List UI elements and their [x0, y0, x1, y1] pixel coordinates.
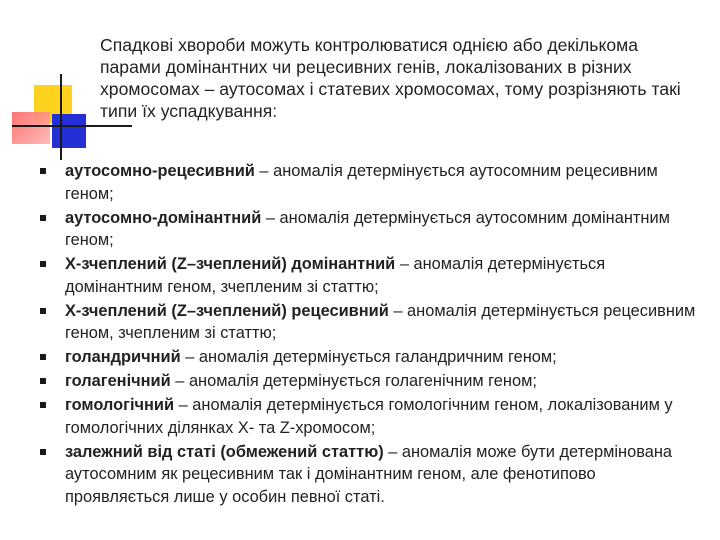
- bullet-icon: [40, 402, 46, 408]
- decorative-logo: [0, 0, 90, 165]
- item-term: аутосомно-домінантний: [65, 208, 262, 227]
- item-term: гомологічний: [65, 396, 175, 414]
- list-item: [0, 441, 700, 509]
- bullet-icon: [40, 168, 46, 174]
- item-term: аутосомно-рецесивний: [65, 162, 255, 180]
- item-term: залежний від статі (обмежений статтю): [65, 442, 384, 461]
- bullet-icon: [40, 354, 46, 360]
- item-term: голагенічний: [65, 372, 171, 390]
- intro-paragraph: Спадкові хвороби можуть контролюватися однією або декількома парами домінантних чи рецесивних генів, локалізованих в різних хромосомах – аутосомах і статевих хромосомах, тому розрізняють такі типи їх успадкування:: [100, 35, 681, 121]
- item-description: – аномалія детермінується аутосомним рецесивним геном;: [65, 162, 658, 203]
- list-item: [0, 394, 700, 439]
- item-description: – аномалія детермінується галандричним геном;: [180, 348, 557, 366]
- bullet-icon: [40, 308, 46, 314]
- item-description: – аномалія детермінується рецесивним геном, зчепленим зі статтю;: [65, 301, 696, 342]
- bullet-icon: [40, 261, 46, 267]
- bullet-icon: [40, 215, 46, 221]
- logo-horizontal-line: [12, 125, 132, 127]
- bullet-icon: [40, 449, 46, 455]
- item-description: – аномалія може бути детермінована аутосомним як рецесивним так і домінантним геном, але фенотипово проявляється лише у особин певної статі.: [65, 442, 673, 506]
- list-item: [0, 370, 700, 393]
- inheritance-types-list: [0, 160, 700, 510]
- logo-blue-square: [52, 114, 86, 148]
- list-item: [0, 207, 700, 252]
- logo-vertical-line: [60, 74, 62, 160]
- item-description: – аномалія детермінується гомологічним геном, локалізованим у гомологічних ділянках Х- та Z-хромосом;: [65, 396, 673, 437]
- item-term: голандричний: [65, 348, 181, 366]
- list-item: [0, 346, 700, 369]
- item-description: – аномалія детермінується голагенічним геном;: [170, 372, 537, 390]
- logo-red-square: [12, 112, 50, 144]
- item-term: Х-зчеплений (Z–зчеплений) рецесивний: [65, 301, 389, 320]
- item-term: Х-зчеплений (Z–зчеплений) домінантний: [65, 255, 396, 273]
- item-description: – аномалія детермінується аутосомним домінантним геном;: [65, 208, 670, 249]
- list-item: [0, 160, 700, 205]
- bullet-icon: [40, 378, 46, 384]
- item-description: – аномалія детермінується домінантним геном, зчепленим зі статтю;: [65, 255, 606, 296]
- list-item: [0, 253, 700, 298]
- list-item: [0, 300, 700, 345]
